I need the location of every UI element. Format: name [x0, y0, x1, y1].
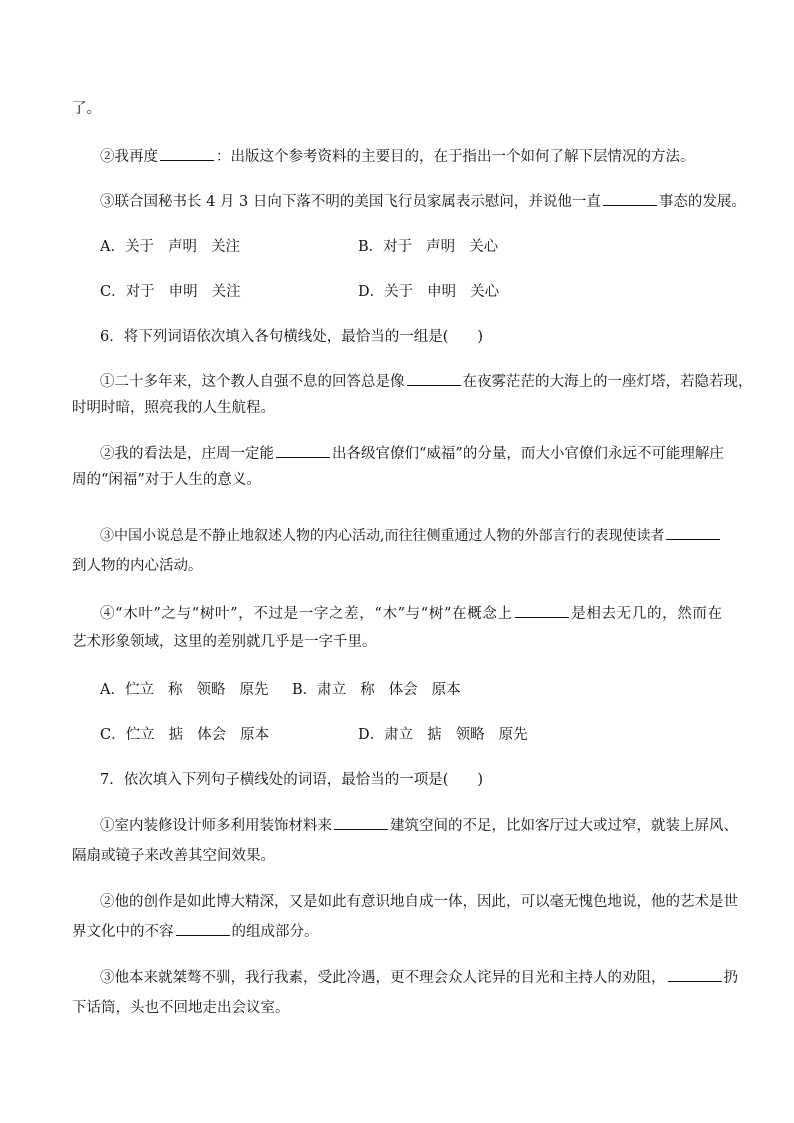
- q7-sentence-1-line-2: 隔扇或镜子来改善其空间效果。: [72, 848, 275, 864]
- fill-blank[interactable]: [160, 146, 214, 161]
- q5-option-a[interactable]: A．关于 声明 关注: [100, 239, 240, 255]
- q7-stem: 7．依次填入下列句子横线处的词语，最恰当的一项是( ): [100, 772, 484, 788]
- q6-option-a[interactable]: A．伫立 称 领略 原先: [100, 682, 269, 698]
- q6-option-d[interactable]: D．肃立 掂 领略 原先: [358, 727, 528, 743]
- q7-sentence-2-line-1: ②他的创作是如此博大精深，又是如此有意识地自成一体，因此，可以毫无愧色地说，他的艺术是世: [100, 894, 738, 910]
- fill-blank[interactable]: [276, 443, 330, 458]
- q7-sentence-1-line-1: ①室内装修设计师多利用装饰材料来 建筑空间的不足，比如客厅过大或过窄，就装上屏风、: [100, 815, 722, 837]
- fill-blank[interactable]: [603, 191, 657, 206]
- fill-blank[interactable]: [176, 921, 230, 936]
- q6-sentence-3-line-1: ③中国小说总是不静止地叙述人物的内心活动,而往往侧重通过人物的外部言行的表现使读者: [100, 525, 722, 547]
- q6-stem: 6．将下列词语依次填入各句横线处，最恰当的一组是( ): [100, 329, 484, 345]
- q5-option-b[interactable]: B．对于 声明 关心: [358, 239, 499, 255]
- q6-option-b[interactable]: B．肃立 称 体会 原本: [292, 682, 461, 698]
- fill-blank[interactable]: [407, 371, 461, 386]
- q5-option-c[interactable]: C．对于 申明 关注: [100, 284, 241, 300]
- q5-option-d[interactable]: D．关于 申明 关心: [358, 284, 500, 300]
- fill-blank[interactable]: [666, 525, 720, 540]
- q6-option-c[interactable]: C．伫立 掂 体会 原本: [100, 727, 270, 743]
- q6-sentence-1-line-2: 时明时暗，照亮我的人生航程。: [72, 400, 275, 416]
- para-tail: 了。: [72, 101, 101, 117]
- q6-sentence-4-line-2: 艺术形象领域，这里的差别就几乎是一字千里。: [72, 634, 377, 650]
- q6-sentence-2-line-2: 周的“闲福”对于人生的意义。: [72, 472, 261, 488]
- q7-sentence-2-line-2: 界文化中的不容 的组成部分。: [72, 921, 722, 943]
- q7-sentence-3-line-1: ③他本来就桀骜不驯，我行我素，受此冷遇，更不理会众人诧异的目光和主持人的劝阻， 扔: [100, 967, 722, 989]
- fill-blank[interactable]: [334, 815, 388, 830]
- fill-blank[interactable]: [515, 603, 569, 618]
- q6-sentence-2-line-1: ②我的看法是，庄周一定能 出各级官僚们“威福”的分量，而大小官僚们永远不可能理解庄: [100, 443, 722, 465]
- q6-sentence-1-line-1: ①二十多年来，这个教人自强不息的回答总是像 在夜雾茫茫的大海上的一座灯塔，若隐若现，: [100, 371, 722, 393]
- q5-sentence-2: ②我再度 ：出版这个参考资料的主要目的，在于指出一个如何了解下层情况的方法。: [100, 146, 722, 168]
- q6-sentence-4-line-1: ④“木叶”之与“树叶”，不过是一字之差，“木”与“树”在概念上 是相去无几的，然而在: [100, 603, 722, 625]
- fill-blank[interactable]: [668, 967, 722, 982]
- q7-sentence-3-line-2: 下话筒，头也不回地走出会议室。: [72, 1000, 290, 1016]
- q5-sentence-3: ③联合国秘书长 4 月 3 日向下落不明的美国飞行员家属表示慰问，并说他一直 事态的发展。: [100, 191, 722, 213]
- q6-sentence-3-line-2: 到人物的内心活动。: [72, 558, 203, 574]
